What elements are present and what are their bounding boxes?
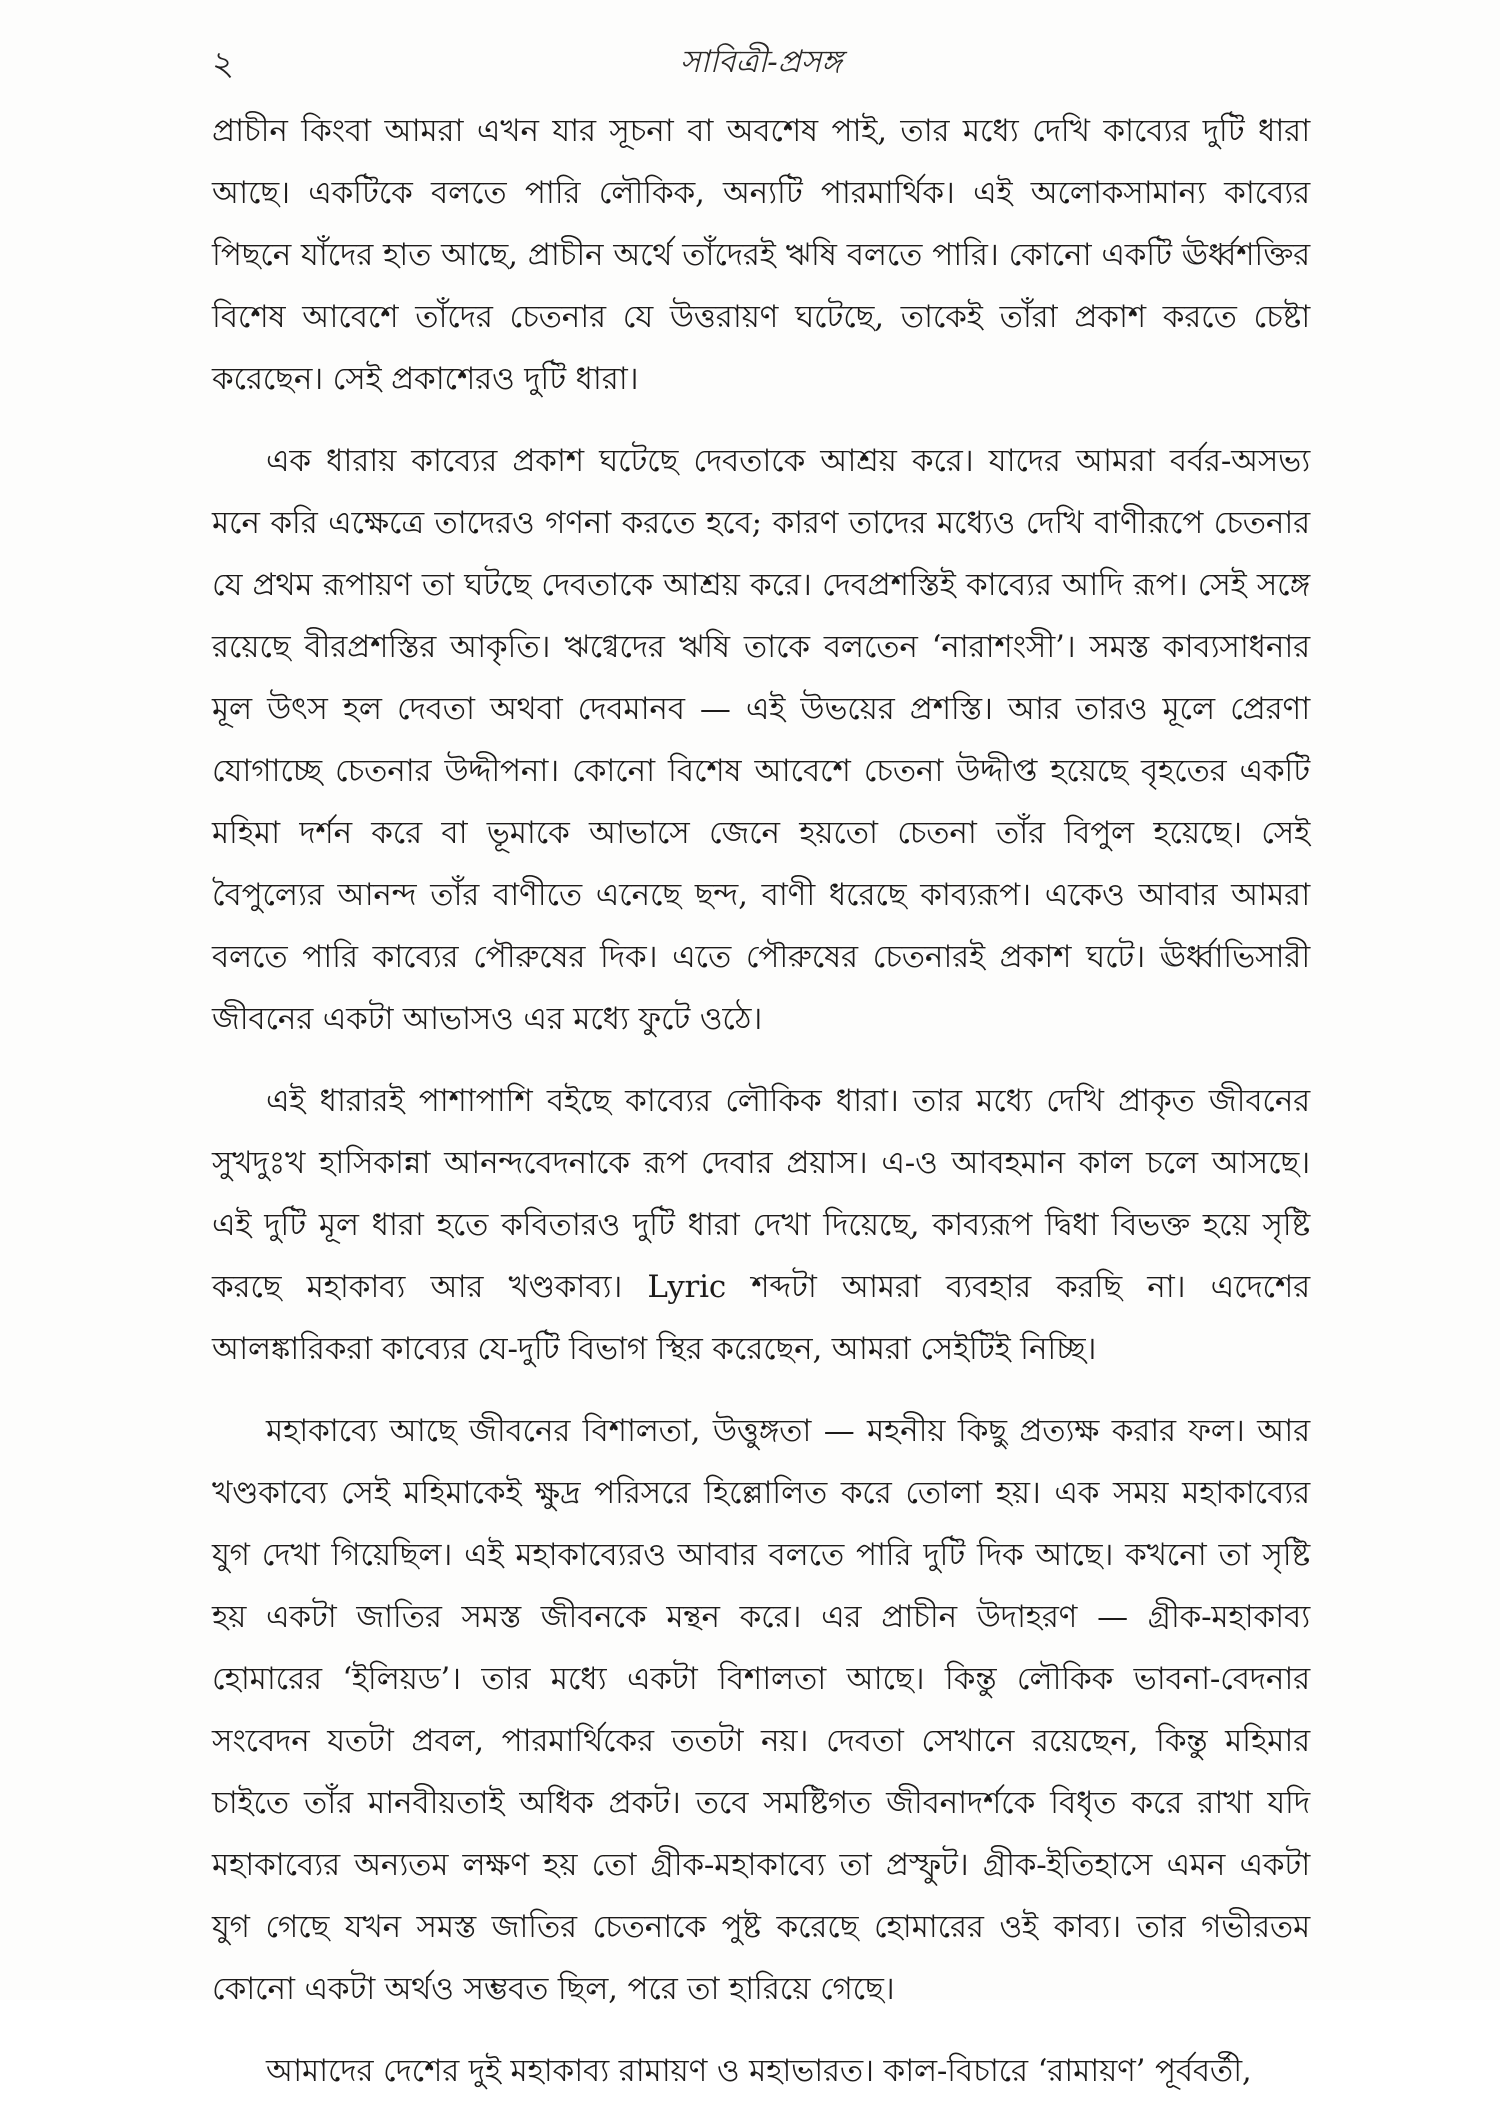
paragraph-2: এক ধারায় কাব্যের প্রকাশ ঘটেছে দেবতাকে আশ্রয় করে। যাদের আমরা বর্বর-অসভ্য মনে করি এক্ষেত্রে তাদেরও গণনা করতে হবে; কারণ তাদের মধ্যেও দেখি বাণীরূপে চেতনার যে প্রথম রূপায়ণ তা ঘটছে দেবতাকে আশ্রয় করে। দেবপ্রশস্তিই কাব্যের আদি রূপ। সেই সঙ্গে রয়েছে বীরপ্রশস্তির আকৃতি। ঋগ্বেদের ঋষি তাকে বলতেন ‘নারাশংসী’। সমস্ত কাব্যসাধনার মূল উৎস হল দেবতা অথবা দেবমানব — এই উভয়ের প্রশস্তি। আর তারও মূলে প্রেরণা যোগাচ্ছে চেতনার উদ্দীপনা। কোনো বিশেষ আবেশে চেতনা উদ্দীপ্ত হয়েছে বৃহতের একটি মহিমা দর্শন করে বা ভূমাকে আভাসে জেনে হয়তো চেতনা তাঁর বিপুল হয়েছে। সেই বৈপুল্যের আনন্দ তাঁর বাণীতে এনেছে ছন্দ, বাণী ধরেছে কাব্যরূপ। একেও আবার আমরা বলতে পারি কাব্যের পৌরুষের দিক। এতে পৌরুষের চেতনারই প্রকাশ ঘটে। ঊর্ধ্বাভিসারী জীবনের একটা আভাসও এর মধ্যে ফুটে ওঠে। bbox=[212, 443, 1310, 1037]
running-title: সাবিত্রী-প্রসঙ্গ bbox=[680, 44, 842, 80]
paragraph-4: মহাকাব্যে আছে জীবনের বিশালতা, উত্তুঙ্গতা — মহনীয় কিছু প্রত্যক্ষ করার ফল। আর খণ্ডকাব্যে সেই মহিমাকেই ক্ষুদ্র পরিসরে হিল্লোলিত করে তোলা হয়। এক সময় মহাকাব্যের যুগ দেখা গিয়েছিল। এই মহাকাব্যেরও আবার বলতে পারি দুটি দিক আছে। কখনো তা সৃষ্টি হয় একটা জাতির সমস্ত জীবনকে মন্থন করে। এর প্রাচীন উদাহরণ — গ্রীক-মহাকাব্য হোমারের ‘ইলিয়ড’। তার মধ্যে একটা বিশালতা আছে। কিন্তু লৌকিক ভাবনা-বেদনার সংবেদন যতটা প্রবল, পারমার্থিকের ততটা নয়। দেবতা সেখানে রয়েছেন, কিন্তু মহিমার চাইতে তাঁর মানবীয়তাই অধিক প্রকট। তবে সমষ্টিগত জীবনাদর্শকে বিধৃত করে রাখা যদি মহাকাব্যের অন্যতম লক্ষণ হয় তো গ্রীক-মহাকাব্যে তা প্রস্ফুট। গ্রীক-ইতিহাসে এমন একটা যুগ গেছে যখন সমস্ত জাতির চেতনাকে পুষ্ট করেছে হোমারের ওই কাব্য। তার গভীরতম কোনো একটা অর্থও সম্ভবত ছিল, পরে তা হারিয়ে গেছে। bbox=[212, 1413, 1310, 2007]
paragraph-3: এই ধারারই পাশাপাশি বইছে কাব্যের লৌকিক ধারা। তার মধ্যে দেখি প্রাকৃত জীবনের সুখদুঃখ হাসিকান্না আনন্দবেদনাকে রূপ দেবার প্রয়াস। এ-ও আবহমান কাল চলে আসছে। এই দুটি মূল ধারা হতে কবিতারও দুটি ধারা দেখা দিয়েছে, কাব্যরূপ দ্বিধা বিভক্ত হয়ে সৃষ্টি করছে মহাকাব্য আর খণ্ডকাব্য। Lyric শব্দটা আমরা ব্যবহার করছি না। এদেশের আলঙ্কারিকরা কাব্যের যে-দুটি বিভাগ স্থির করেছেন, আমরা সেইটিই নিচ্ছি। bbox=[212, 1083, 1310, 1367]
page-header bbox=[212, 32, 1310, 92]
body-text bbox=[212, 100, 1310, 2122]
paragraph-1: প্রাচীন কিংবা আমরা এখন যার সূচনা বা অবশেষ পাই, তার মধ্যে দেখি কাব্যের দুটি ধারা আছে। একটিকে বলতে পারি লৌকিক, অন্যটি পারমার্থিক। এই অলোকসামান্য কাব্যের পিছনে যাঁদের হাত আছে, প্রাচীন অর্থে তাঁদেরই ঋষি বলতে পারি। কোনো একটি ঊর্ধ্বশক্তির বিশেষ আবেশে তাঁদের চেতনার যে উত্তরায়ণ ঘটেছে, তাকেই তাঁরা প্রকাশ করতে চেষ্টা করেছেন। সেই প্রকাশেরও দুটি ধারা। bbox=[212, 113, 1310, 397]
paragraph-5: আমাদের দেশের দুই মহাকাব্য রামায়ণ ও মহাভারত। কাল-বিচারে ‘রামায়ণ’ পূর্ববর্তী, bbox=[266, 2053, 1252, 2089]
page-number: ২ bbox=[212, 44, 235, 84]
